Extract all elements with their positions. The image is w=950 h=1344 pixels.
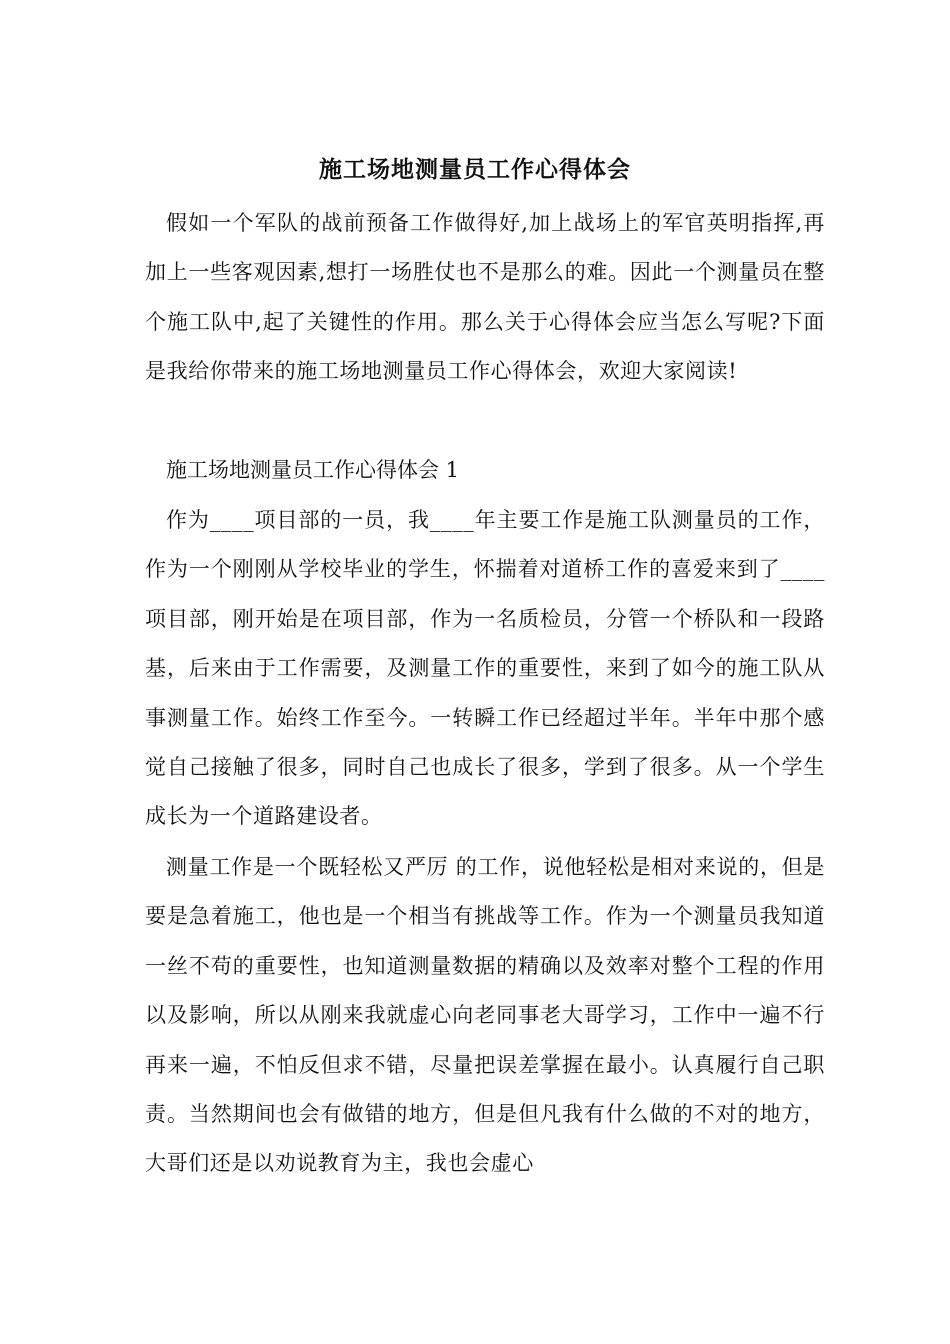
document-title: 施工场地测量员工作心得体会 <box>319 156 631 183</box>
body-paragraph-1: 作为____项目部的一员，我____年主要工作是施工队测量员的工作，作为一个刚刚从学校毕业的学生，怀揣着对道桥工作的喜爱来到了____项目部，刚开始是在项目部，作为一名质检员，分管一个桥队和一段路基，后来由于工作需要，及测量工作的重要性，来到了如今的施工队从事测量工作。始终工作至今。一转瞬工作已经超过半年。半年中那个感觉自己接触了很多，同时自己也成长了很多，学到了很多。从一个学生成长为一个道路建设者。 <box>145 508 825 829</box>
body-paragraph-2: 测量工作是一个既轻松又严厉 的工作，说他轻松是相对来说的，但是要是急着施工，他也是一个相当有挑战等工作。作为一个测量员我知道一丝不苟的重要性，也知道测量数据的精确以及效率对整个工程的作用以及影响，所以从刚来我就虚心向老同事老大哥学习，工作中一遍不行再来一遍，不怕反但求不错，尽量把误差掌握在最小。认真履行自己职责。当然期间也会有做错的地方，但是但凡我有什么做的不对的地方，大哥们还是以劝说教育为主，我也会虚心 <box>145 855 825 1176</box>
section-heading: 施工场地测量员工作心得体会 1 <box>166 458 460 482</box>
intro-paragraph: 假如一个军队的战前预备工作做得好,加上战场上的军官英明指挥,再加上一些客观因素,想打一场胜仗也不是那么的难。因此一个测量员在整个施工队中,起了关键性的作用。那么关于心得体会应当怎么写呢?下面是我给你带来的施工场地测量员工作心得体会，欢迎大家阅读! <box>145 211 825 384</box>
